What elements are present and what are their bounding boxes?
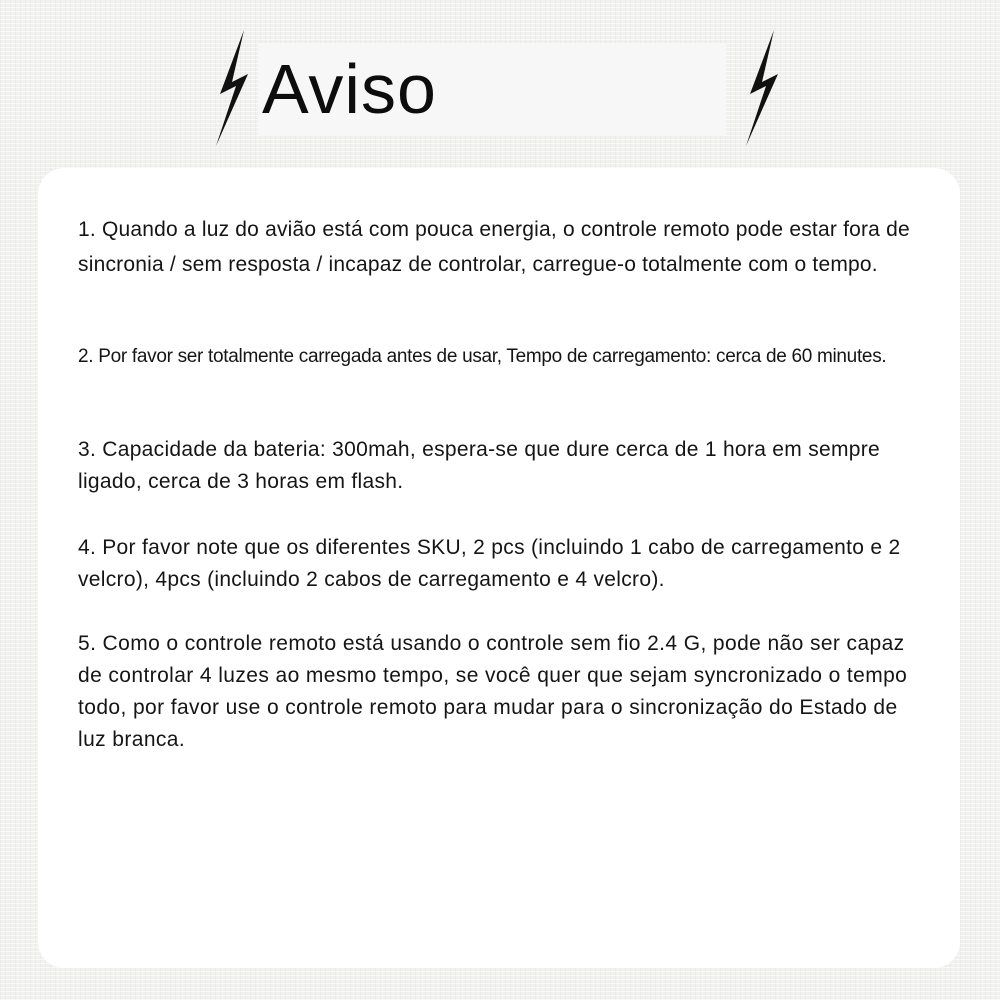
notice-item-5: 5. Como o controle remoto está usando o controle sem fio 2.4 G, pode não ser capaz de controlar 4 luzes ao mesmo tempo, se você quer que sejam syncronizado o tempo todo, por favor use o controle remoto para mudar para o sincronização do Estado de luz branca. bbox=[78, 632, 908, 751]
notice-item-3: 3. Capacidade da bateria: 300mah, espera-se que dure cerca de 1 hora em sempre ligado, cerca de 3 horas em flash. bbox=[78, 438, 881, 493]
notice-item-4: 4. Por favor note que os diferentes SKU, 2 pcs (incluindo 1 cabo de carregamento e 2 velcro), 4pcs (incluindo 2 cabos de carregamento e 4 velcro). bbox=[78, 536, 901, 591]
notice-panel bbox=[38, 168, 960, 968]
notice-item-2: 2. Por favor ser totalmente carregada antes de usar, Tempo de carregamento: cerca de 60 minutes. bbox=[78, 346, 887, 367]
lightning-bolt-icon bbox=[744, 28, 780, 148]
notice-item-1: 1. Quando a luz do avião está com pouca energia, o controle remoto pode estar fora de sincronia / sem resposta / incapaz de controlar, carregue-o totalmente com o tempo. bbox=[78, 218, 910, 276]
lightning-bolt-icon bbox=[214, 28, 250, 148]
page-title: Aviso bbox=[262, 50, 437, 128]
